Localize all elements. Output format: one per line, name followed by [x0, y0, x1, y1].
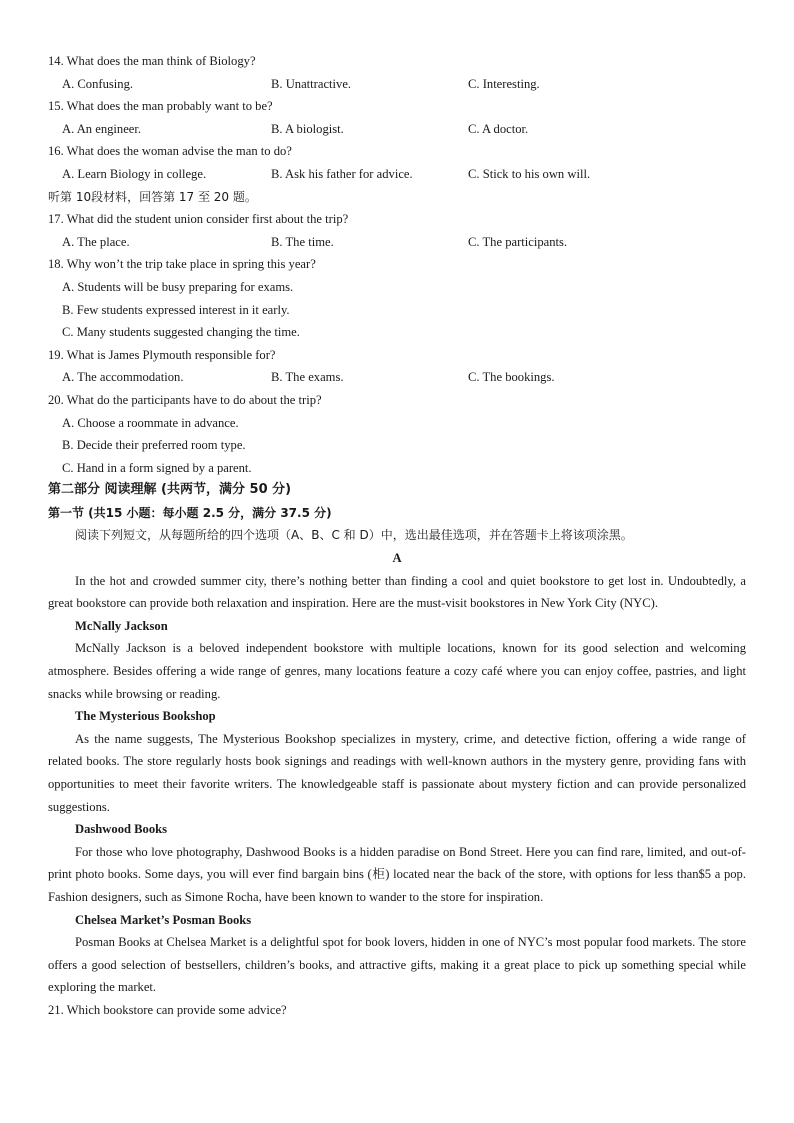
store-paragraph-dashwood-books: For those who love photography, Dashwood Books is a hidden paradise on Bond Street. Here you can find rare, limited, and out-of-print photo books. Some days, you will ever find bargain bins (柜) located near the back of the store, with options for less than$5 a pop. Fashion designers, such as Simone Rocha, have been known to wander to the store for inspiration.	[48, 844, 746, 904]
option-a: A. Confusing.	[62, 76, 134, 91]
listening-instruction: 听第 10段材料，回答第 17 至 20 题。	[48, 189, 257, 204]
option-c: C. The participants.	[468, 234, 568, 249]
passage-intro: In the hot and crowded summer city, there’s nothing better than finding a cool and quiet bookstore to get lost in. Undoubtedly, a great bookstore can provide both relaxation and inspiration. Here are the must-visit bookstores in New York City (NYC).	[48, 573, 746, 611]
question-14-stem: 14. What does the man think of Biology?	[48, 54, 256, 68]
option-c: C. A doctor.	[468, 121, 529, 136]
question-15-stem: 15. What does the man probably want to be?	[48, 99, 273, 114]
passage-label: A	[392, 551, 402, 566]
option-a: A. The place.	[62, 234, 130, 249]
question-17-stem: 17. What did the student union consider first about the trip?	[48, 212, 349, 227]
option-c: C. Hand in a form signed by a parent.	[62, 460, 252, 475]
question-14-options	[48, 73, 746, 96]
question-21-stem: 21. Which bookstore can provide some advice?	[48, 1002, 287, 1017]
part-two-title: 第二部分 阅读理解 (共两节，满分 50 分)	[48, 482, 292, 498]
option-b: B. The time.	[271, 234, 334, 249]
option-c: C. Many students suggested changing the time.	[62, 325, 300, 340]
store-paragraph-posman-books: Posman Books at Chelsea Market is a delightful spot for book lovers, hidden in one of NYC’s most popular food markets. The store offers a good selection of bestsellers, children’s books, and attractive gifts, making it a great place to pick up something special while exploring the market.	[48, 935, 746, 995]
question-19-stem: 19. What is James Plymouth responsible for?	[48, 347, 276, 362]
option-b: B. Decide their preferred room type.	[62, 438, 246, 453]
store-heading-posman-books: Chelsea Market’s Posman Books	[75, 912, 252, 927]
option-b: B. Few students expressed interest in it early.	[62, 302, 290, 317]
option-a: A. An engineer.	[62, 121, 142, 136]
store-heading-mcnally-jackson: McNally Jackson	[75, 618, 168, 633]
question-20-stem: 20. What do the participants have to do about the trip?	[48, 392, 322, 407]
option-a: A. Learn Biology in college.	[62, 166, 207, 181]
question-16-stem: 16. What does the woman advise the man to do?	[48, 144, 292, 159]
option-c: C. Interesting.	[468, 76, 540, 91]
question-19-options	[48, 366, 746, 389]
option-a: A. Choose a roommate in advance.	[62, 415, 239, 430]
option-b: B. The exams.	[271, 370, 344, 385]
option-c: C. The bookings.	[468, 370, 555, 385]
option-b: B. A biologist.	[271, 121, 344, 136]
option-a: A. The accommodation.	[62, 370, 184, 385]
question-18-stem: 18. Why won’t the trip take place in spring this year?	[48, 257, 316, 272]
option-b: B. Ask his father for advice.	[271, 166, 413, 181]
question-15-options	[48, 118, 746, 141]
option-a: A. Students will be busy preparing for exams.	[62, 279, 294, 294]
exam-page	[48, 50, 746, 1022]
store-paragraph-mcnally-jackson: McNally Jackson is a beloved independent bookstore with multiple locations, known for its good selection and welcoming atmosphere. Besides offering a wide range of genres, many locations feature a cozy café where you can enjoy coffee, pastries, and light snacks while browsing or reading.	[48, 641, 746, 701]
store-heading-dashwood-books: Dashwood Books	[75, 822, 168, 837]
store-heading-mysterious-bookshop: The Mysterious Bookshop	[75, 709, 216, 724]
option-c: C. Stick to his own will.	[468, 166, 591, 181]
question-16-options	[48, 163, 746, 186]
store-paragraph-mysterious-bookshop: As the name suggests, The Mysterious Bookshop specializes in mystery, crime, and detective fiction, offering a wide range of related books. The store regularly hosts book signings and readings with well-known authors in the mystery genre, providing fans with opportunities to meet their favorite writers. The knowledgeable staff is passionate about mystery fiction and can provide personalized suggestions.	[48, 731, 746, 814]
question-17-options	[48, 231, 746, 254]
option-b: B. Unattractive.	[271, 76, 352, 91]
reading-instruction: 阅读下列短文，从每题所给的四个选项（A、B、C 和 D）中，选出最佳选项，并在答题卡上将该项涂黑。	[75, 528, 633, 543]
section-one-title: 第一节 (共15 小题：每小题 2.5 分，满分 37.5 分)	[48, 505, 332, 520]
